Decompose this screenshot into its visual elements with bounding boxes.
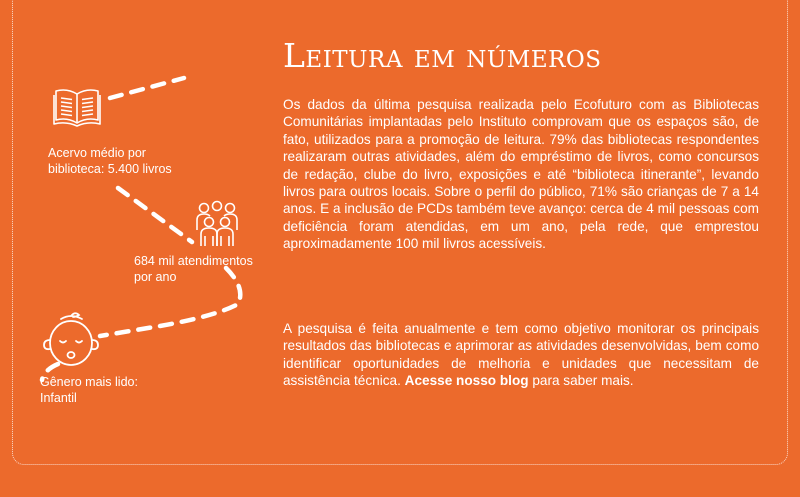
baby-face-icon (40, 310, 102, 372)
stat-collection-line1: Acervo médio por (48, 146, 146, 160)
stat-genre-line2: Infantil (40, 391, 77, 405)
book-icon (52, 86, 102, 128)
stat-collection (48, 145, 172, 177)
stat-collection-line2: biblioteca: 5.400 livros (48, 162, 172, 176)
stat-attendance-line1: 684 mil atendimentos (134, 254, 253, 268)
stat-attendance-line2: por ano (134, 270, 177, 284)
stat-genre-line1: Gênero mais lido: (40, 375, 138, 389)
survey-paragraph-tail: para saber mais. (528, 373, 634, 389)
stat-attendance (134, 253, 253, 285)
research-paragraph: Os dados da última pesquisa realizada pelo Ecofuturo com as Bibliotecas Comunitárias implantadas pelo Instituto comprovam que os espaços são, de fato, utilizados para a promoção de leitura. 79% das bibliotecas respondentes realizaram outras atividades, além do empréstimo de livros, como concursos de redação, clube do livro, exposições e até “biblioteca itinerante”, levando livros para outros locais. Sobre o perfil do público, 71% são crianças de 7 a 14 anos. E a inclusão de PCDs também teve avanço: cerca de 4 mil pessoas com deficiência foram atendidas, em um ano, pela rede, que emprestou aproximadamente 100 mil livros acessíveis. (283, 97, 759, 252)
survey-paragraph-text: A pesquisa é feita anualmente e tem como objetivo monitorar os principais resultados das bibliotecas e aprimorar as atividades desenvolvidas, bem como identificar oportunidades de melhoria e unidades que necessitam de assistência técnica. (283, 321, 759, 389)
survey-paragraph (283, 320, 759, 390)
blog-link[interactable]: Acesse nosso blog (404, 373, 529, 389)
section-title: Leitura em números (283, 36, 602, 75)
stat-genre (40, 374, 138, 406)
people-icon (194, 200, 240, 250)
